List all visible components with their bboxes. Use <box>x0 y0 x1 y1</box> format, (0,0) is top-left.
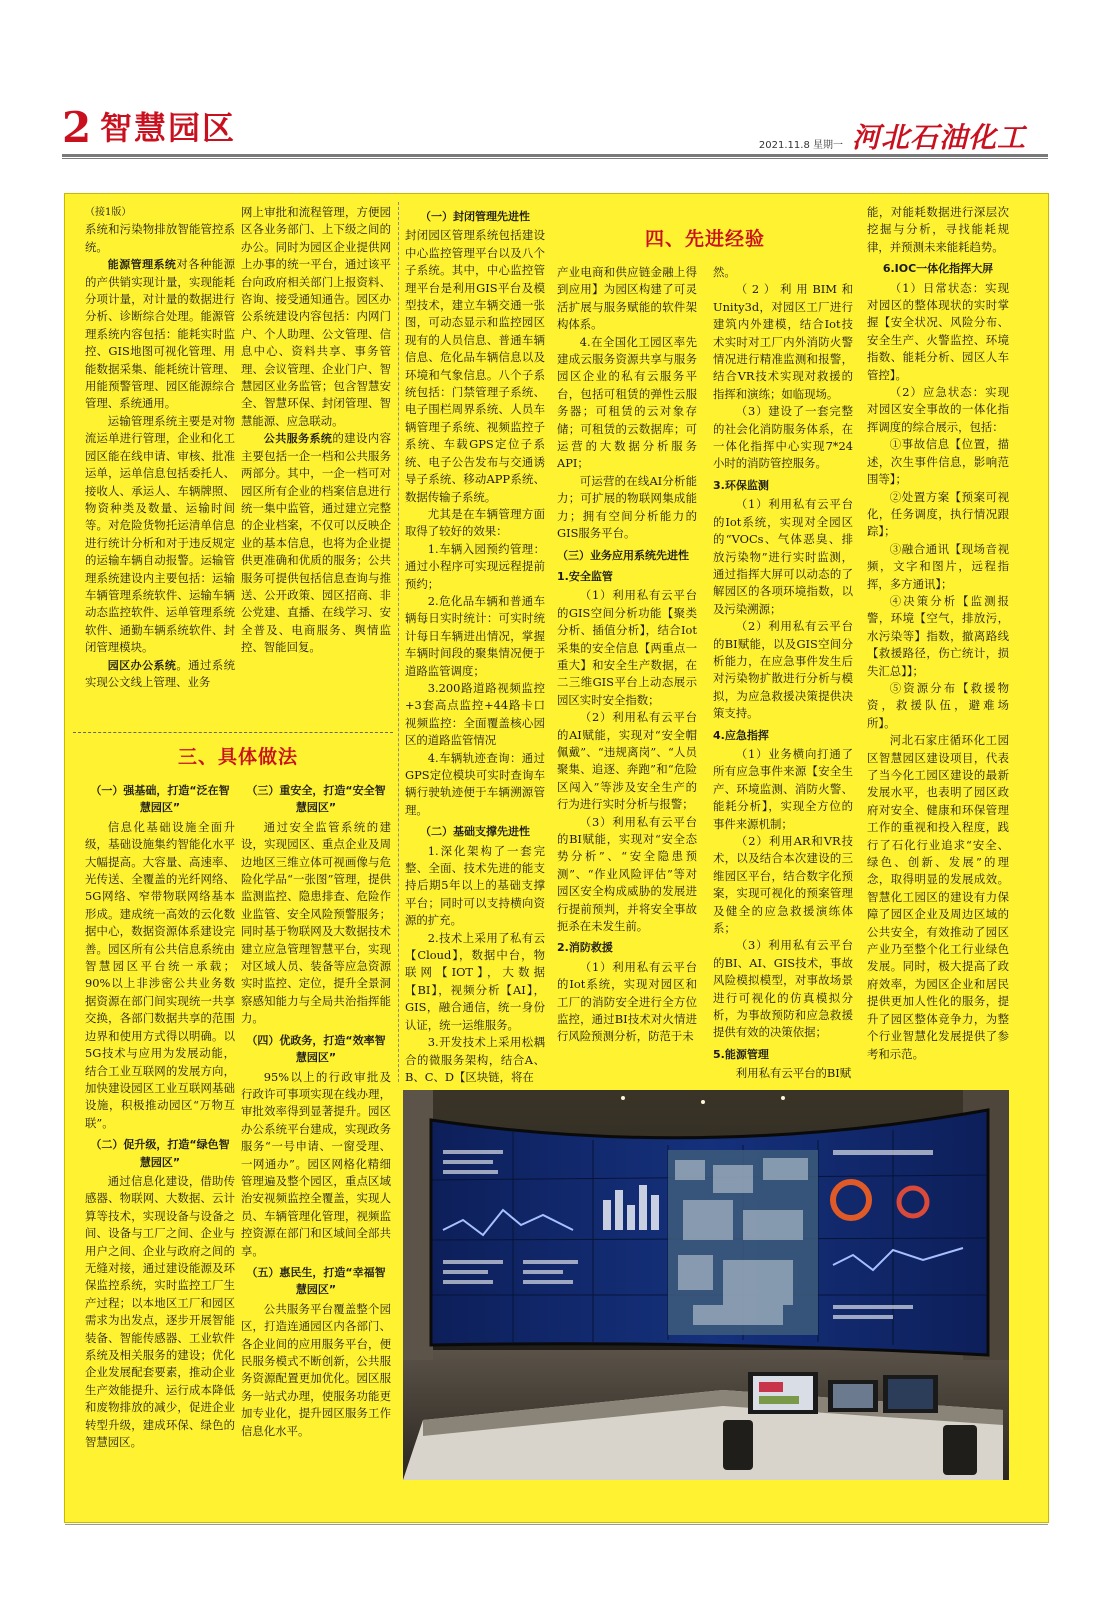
paragraph: （1）业务横向打通了所有应急事件来源【安全生产、环境监测、消防火警、能耗分析】，实现全方位的事件来源机制； <box>713 746 853 831</box>
paragraph: （2）利用AR和VR技术，以及结合本次建设的三维园区平台，结合数字化预案，实现可视化的预案管理及健全的应急救援演练体系； <box>713 834 853 936</box>
newspaper-masthead: 河北石油化工 <box>851 121 1026 154</box>
page-header <box>62 98 1048 160</box>
paragraph: （2）利用私有云平台的AI赋能，实现对“安全帽佩戴”、“违规离岗”、“人员聚集、追逐、奔跑”和“危险区闯入”等涉及安全生产的行为进行实时分析与报警； <box>557 710 697 812</box>
paragraph <box>85 256 235 413</box>
paragraph: 能，对能耗数据进行深层次挖掘与分析，寻找能耗规律，并预测未来能耗趋势。 <box>867 205 1009 254</box>
column-4 <box>557 264 697 1046</box>
header-rule <box>62 154 1048 157</box>
footer-rule <box>65 1524 1048 1525</box>
paragraph: ③融合通讯【现场音视频，文字和图片，远程指挥，多方通讯】； <box>867 541 1009 591</box>
column-1-lower <box>85 778 235 1451</box>
paragraph: （2）利用BIM和Unity3d，对园区工厂进行建筑内外建模，结合Iot技术实时对工厂内外消防火警情况进行精准监测和报警，结合VR技术实现对救援的指挥和演练；如临现场。 <box>713 282 853 401</box>
issue-date: 2021.11.8 星期一 <box>758 140 843 151</box>
article-panel <box>65 194 1048 1522</box>
paragraph: 1.深化架构了一套完整、全面、技术先进的能支持后期5年以上的基础支撑平台；同时可以支持横向资源的扩充。 <box>405 843 545 928</box>
subsection-heading: （五）惠民生，打造“幸福智慧园区” <box>246 1265 386 1297</box>
paragraph: 然。 <box>713 265 736 279</box>
paragraph: 公共服务平台覆盖整个园区，打造连通园区内各部门、各企业间的应用服务平台，便民服务模式不断创新，公共服务资源配置更加优化。园区服务一站式办理，使服务功能更加专业化，提升园区服务工作信息化水平。 <box>241 1301 391 1438</box>
paragraph: 信息化基础设施全面升级，基础设施集约智能化水平大幅提高。大容量、高速率、光传送、全覆盖的光纤网络、5G网络、窄带物联网络基本形成。建成统一高效的云化数据中心，数据资源体系建设完善。园区所有公共信息系统由智慧园区平台统一承载；90%以上非涉密公共业务数据资源在部门间实现统一共享交换，各部门数据共享的范围边界和使用方式得以明确。以5G技术与应用为发展动能，结合工业互联网的发展方向，加快建设园区工业互联网基础设施，积极推动园区“万物互联”。 <box>85 819 235 1130</box>
control-room-photo <box>403 1090 1009 1480</box>
paragraph: 封闭园区管理系统包括建设中心监控管理平台以及八个子系统。其中，中心监控管理平台是利用GIS平台及模型技术，建立车辆交通一张图，可动态显示和监控园区现有的人员信息、普通车辆信息、危化品车辆信息以及环境和气象信息。八个子系统包括：门禁管理子系统、电子围栏周界系统、人员车辆管理子系统、视频监控子系统、车载GPS定位子系统、电子公告发布与交通诱导子系统、移动APP系统、数据传输子系统。 <box>405 228 545 504</box>
section-4-title: 四、先进经验 <box>644 228 765 250</box>
paragraph: （2）利用私有云平台的BI赋能，以及GIS空间分析能力，在应急事件发生后对污染物扩散进行分析与模拟，为应急救援决策提供决策支持。 <box>713 619 853 721</box>
paragraph: 系统和污染物排放智能管控系统。 <box>85 222 235 254</box>
page-number: 2 <box>62 103 92 152</box>
subsection-heading: （三）重安全，打造“安全智慧园区” <box>246 784 386 815</box>
subsection-heading: （一）强基础，打造“泛在智慧园区” <box>90 784 230 815</box>
section-title: 智慧园区 <box>100 109 237 147</box>
paragraph: ⑤资源分布【救援物资，救援队伍，避难场所】。 <box>867 680 1009 730</box>
paragraph: 河北石家庄循环化工园区智慧园区建设项目，代表了当今化工园区建设的最新发展水平，也表明了园区政府对安全、健康和环保管理工作的重视和投入程度，践行了石化行业追求“安全、绿色、创新、发展”的理念，取得明显的发展成效。智慧化工园区的建设有力保障了园区企业及周边区域的公共安全，有效推动了园区产业乃至整个化工行业绿色发展。同时，极大提高了政府效率，为园区企业和居民提供更加人性化的服务，提升了园区整体竞争力，为整个行业智慧化发展提供了参考和示范。 <box>867 733 1009 1061</box>
column-divider <box>398 202 399 1082</box>
paragraph <box>241 430 391 656</box>
paragraph: （1）日常状态：实现对园区的整体现状的实时掌握【安全状况、风险分布、安全生产、火警监控、环境指数、能耗分析、园区人车管控】。 <box>867 280 1009 382</box>
paragraph: 通过信息化建设，借助传感器、物联网、大数据、云计算等技术，实现设备与设备之间、设备与工厂之间、企业与用户之间、企业与政府之间的无缝对接，通过建设能源及环保监控系统，实时监控工厂生产过程；以本地区工厂和园区需求为出发点，逐步开展智能装备、智能传感器、工业软件系统及相关服务的建设；优化企业发展配套要素，推动企业生产效能提升、运行成本降低和废物排放的减少，促进企业转型升级，建成环保、绿色的智慧园区。 <box>85 1173 235 1450</box>
continuation-note: （接1版） <box>85 207 132 218</box>
subsection-heading: （二）基础支撑先进性 <box>420 825 530 839</box>
section-divider <box>73 732 393 733</box>
paragraph: （2）应急状态：实现对园区安全事故的一体化指挥调度的综合展示，包括： <box>867 385 1009 434</box>
paragraph: 1.车辆入园预约管理：通过小程序可实现远程提前预约； <box>405 541 545 591</box>
subsection-heading: （二）促升级，打造“绿色智慧园区” <box>90 1138 230 1169</box>
column-2 <box>241 204 391 657</box>
paragraph-text: 的建设内容主要包括一企一档和公共服务两部分。其中，一企一档可对园区所有企业的档案信息进行统一集中监管，通过建立完整的企业档案，不仅可以反映企业的基本信息，也将为企业提供更准确和优质的服务；公共服务可提供包括信息查询与推送、公开政策、园区招商、非公党建、直播、在线学习、安全普及、电商服务、舆情监控、智能回复。 <box>241 431 391 655</box>
subsection-heading: 1.安全监管 <box>557 569 613 583</box>
paragraph <box>85 657 235 692</box>
paragraph: ②处置方案【预案可视化，任务调度，执行情况跟踪】； <box>867 489 1009 539</box>
paragraph: 4.在全国化工园区率先建成云服务资源共享与服务园区企业的私有云服务平台，包括可租赁的弹性云服务器；可租赁的云对象存储；可租赁的云数据库；可运营的大数据分析服务API； <box>557 334 697 471</box>
paragraph: （1）利用私有云平台的GIS空间分析功能【聚类分析、插值分析】，结合Iot采集的安全信息【两重点一重大】和安全生产数据，在二三维GIS平台上动态展示园区实时安全指数； <box>557 588 697 707</box>
header-rule-thin <box>62 158 1048 159</box>
paragraph: 3.开发技术上采用松耦合的微服务架构，结合A、B、C、D【区块链，将在 <box>405 1035 545 1084</box>
paragraph-text: 对各种能源的产供销实现计量，实现能耗分项计量，对计量的数据进行分析、诊断综合处理。能源管理系统内容包括：能耗实时监控、GIS地图可视化管理、用能数据采集、能耗统计管理、用能预警管理、园区能源综合管理、系统通用。 <box>85 257 235 411</box>
paragraph: 2.技术上采用了私有云【Cloud】，数据中台，物联网【IOT】，大数据【BI】，视频分析【AI】，GIS，融合通信，统一身份认证，统一运维服务。 <box>405 930 545 1032</box>
term-bold: 能源管理系统 <box>107 258 177 272</box>
paragraph: ①事故信息【位置，描述，次生事件信息，影响范围等】； <box>867 437 1009 487</box>
paragraph: 95%以上的行政审批及行政许可事项实现在线办理，审批效率得到显著提升。园区办公系统平台建成，实现政务服务“一号申请、一窗受理、一网通办”。园区网格化精细管理遍及整个园区，重点区域治安视频监控全覆盖，实现人员、车辆管理化管理，视频监控资源在部门和区域间全部共享。 <box>241 1069 391 1258</box>
subsection-heading: 3.环保监测 <box>713 478 769 492</box>
term-bold: 园区办公系统 <box>107 658 177 672</box>
subsection-heading: 5.能源管理 <box>713 1047 769 1061</box>
control-room-illustration <box>403 1090 1009 1480</box>
paragraph-text: 。通过系统实现公文线上管理、业务 <box>85 657 235 689</box>
paragraph: 4.车辆轨迹查询：通过GPS定位模块可实时查询车辆行驶轨迹便于车辆溯源管理。 <box>405 750 545 817</box>
subsection-heading: （三）业务应用系统先进性 <box>557 548 689 562</box>
paragraph: 利用私有云平台的BI赋 <box>735 1066 852 1081</box>
subsection-heading: （四）优政务，打造“效率智慧园区” <box>246 1033 386 1065</box>
paragraph: （3）利用私有云平台的BI赋能，实现对“安全态势分析”、“安全隐患预测”、“作业风险评估”等对园区安全构成威胁的发展进行提前预判，并将安全事故扼杀在未发生前。 <box>557 814 697 934</box>
paragraph: 通过安全监管系统的建设，实现园区、重点企业及周边地区三维立体可视画像与危险化学品“一张图”管理，提供监测监控、隐患排查、危险作业监管、安全风险预警服务；同时基于物联网及大数据技术建立应急管理智慧平台，实现对区域人员、装备等应急资源实时监控、定位，提升全景洞察感知能力与全局共治指挥能力。 <box>241 819 391 1026</box>
subsection-heading: 6.IOC一体化指挥大屏 <box>882 262 994 276</box>
paragraph: （3）利用私有云平台的BI、AI、GIS技术，事故风险模拟模型，对事故场景进行可视化的仿真模拟分析，为事故预防和应急救援提供有效的决策依据； <box>713 938 853 1040</box>
paragraph: 网上审批和流程管理，方便园区各业务部门、上下级之间的办公。同时为园区企业提供网上办事的统一平台，通过该平台向政府相关部门上报资料、咨询、接受通知通告。园区办公系统建设内容包括：内网门户、个人助理、公文管理、信息中心、资料共享、事务管理、会议管理、企业门户、智慧园区业务监管；包含智慧安全、智慧环保、封闭管理、智慧能源、应急联动。 <box>241 205 391 428</box>
section-3-title: 三、具体做法 <box>177 746 298 768</box>
subsection-heading: （一）封闭管理先进性 <box>420 210 530 223</box>
term-bold: 公共服务系统 <box>263 432 333 446</box>
paragraph: 3.200路道路视频监控+3套高点监控+44路卡口视频监控：全面覆盖核心园区的道路监管情况 <box>405 680 545 748</box>
subsection-heading: 4.应急指挥 <box>713 728 769 742</box>
paragraph: ④决策分析【监测报警，环境【空气，排放污，水污染等】指数，撤离路线【救援路径，伤亡统计，损失汇总】】； <box>867 593 1009 678</box>
paragraph: 产业电商和供应链金融上得到应用】为园区构建了可灵活扩展与服务赋能的软件架构体系。 <box>557 265 697 332</box>
paragraph: 尤其是在车辆管理方面取得了较好的效果： <box>405 506 545 539</box>
paragraph: （3）建设了一套完整的社会化消防服务体系，在一体化指挥中心实现7*24小时的消防管控服务。 <box>713 404 853 471</box>
column-5 <box>713 264 853 1083</box>
column-2-lower <box>241 778 391 1440</box>
paragraph: （1）利用私有云平台的Iot系统，实现对园区和工厂的消防安全进行全方位监控，通过BI技术对火情进行风险预测分析，防范于未 <box>557 959 697 1044</box>
paragraph: 可运营的在线AI分析能力；可扩展的物联网集成能力；拥有空间分析能力的GIS服务平台。 <box>557 473 697 541</box>
column-3 <box>405 204 545 1086</box>
subsection-heading: 2.消防救援 <box>557 941 613 955</box>
paragraph: （1）利用私有云平台的Iot系统，实现对全园区的“VOCs、气体恶臭、排放污染物”进行实时监测，通过指挥大屏可以动态的了解园区的各项环境指数，以及污染溯源； <box>713 497 853 616</box>
column-6 <box>867 204 1009 1063</box>
paragraph: 2.危化品车辆和普通车辆每日实时统计：可实时统计每日车辆进出情况，掌握车辆时间段的聚集情况便于道路监管调度； <box>405 593 545 678</box>
column-1 <box>85 204 235 691</box>
paragraph: 运输管理系统主要是对物流运单进行管理，企业和化工园区能在线申请、审核、批准运单，运单信息包括委托人、接收人、承运人、车辆牌照、物资种类及数量、运输时间等。对危险货物托运清单信息进行统计分析和对于违反规定的运输车辆自动报警。运输管理系统建设内主要包括：运输车辆管理系统软件、运输车辆动态监控软件、运单管理系统软件、通勤车辆系统软件、封闭管理模块。 <box>85 413 235 655</box>
